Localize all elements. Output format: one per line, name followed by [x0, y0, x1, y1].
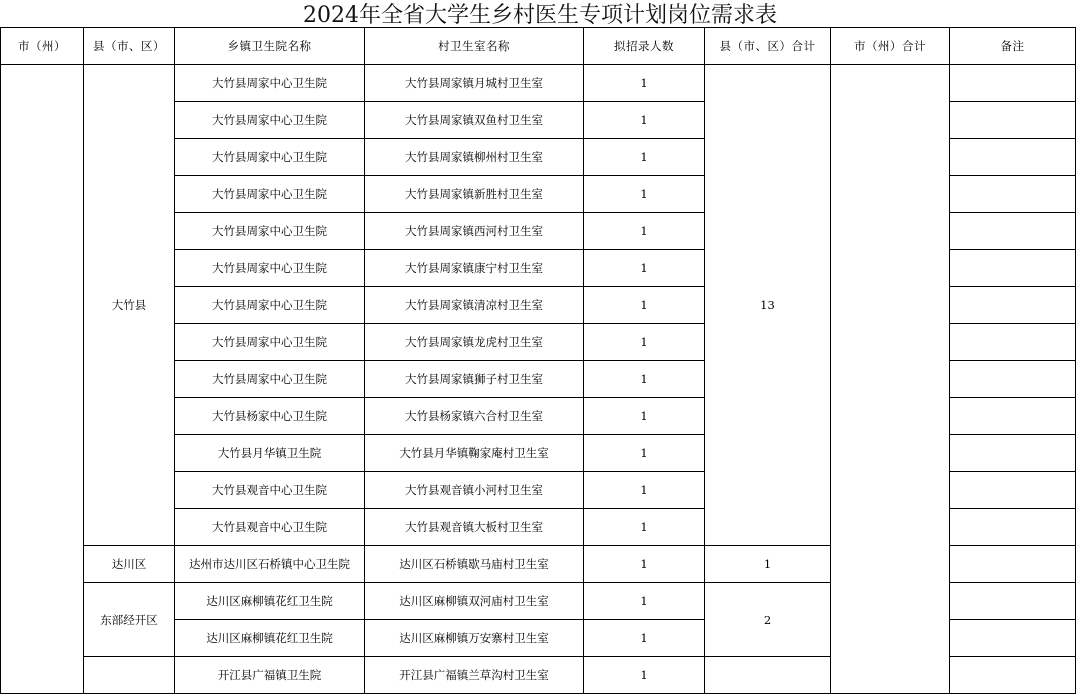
- village-cell: 大竹县周家镇狮子村卫生室: [365, 361, 584, 398]
- header-county-total: 县（市、区）合计: [705, 28, 831, 65]
- count-cell: 1: [584, 139, 705, 176]
- count-cell: 1: [584, 65, 705, 102]
- township-cell: 大竹县周家中心卫生院: [175, 65, 365, 102]
- note-cell: [950, 65, 1076, 102]
- county-cell: 达川区: [84, 546, 175, 583]
- township-cell: 大竹县月华镇卫生院: [175, 435, 365, 472]
- note-cell: [950, 287, 1076, 324]
- county-cell: 大竹县: [84, 65, 175, 546]
- county-cell: [84, 657, 175, 694]
- township-cell: 大竹县周家中心卫生院: [175, 139, 365, 176]
- note-cell: [950, 657, 1076, 694]
- village-cell: 大竹县周家镇双鱼村卫生室: [365, 102, 584, 139]
- village-cell: 大竹县周家镇柳州村卫生室: [365, 139, 584, 176]
- note-cell: [950, 472, 1076, 509]
- township-cell: 达川区麻柳镇花红卫生院: [175, 583, 365, 620]
- count-cell: 1: [584, 213, 705, 250]
- page-title: 2024年全省大学生乡村医生专项计划岗位需求表: [303, 3, 777, 28]
- count-cell: 1: [584, 509, 705, 546]
- village-cell: 大竹县观音镇大板村卫生室: [365, 509, 584, 546]
- count-cell: 1: [584, 398, 705, 435]
- city-total-cell: [831, 65, 950, 694]
- village-cell: 大竹县周家镇西河村卫生室: [365, 213, 584, 250]
- table-row: [1, 65, 1076, 102]
- count-cell: 1: [584, 435, 705, 472]
- note-cell: [950, 324, 1076, 361]
- header-city: 市（州）: [1, 28, 84, 65]
- village-cell: 大竹县周家镇新胜村卫生室: [365, 176, 584, 213]
- village-cell: 大竹县周家镇康宁村卫生室: [365, 250, 584, 287]
- village-cell: 达川区麻柳镇双河庙村卫生室: [365, 583, 584, 620]
- county-cell: 东部经开区: [84, 583, 175, 657]
- header-county: 县（市、区）: [84, 28, 175, 65]
- count-cell: 1: [584, 176, 705, 213]
- table-body: [1, 65, 1076, 694]
- note-cell: [950, 213, 1076, 250]
- county-total-cell: 2: [705, 583, 831, 657]
- village-cell: 开江县广福镇兰草沟村卫生室: [365, 657, 584, 694]
- count-cell: 1: [584, 250, 705, 287]
- township-cell: 大竹县周家中心卫生院: [175, 102, 365, 139]
- header-city-total: 市（州）合计: [831, 28, 950, 65]
- header-note: 备注: [950, 28, 1076, 65]
- township-cell: 大竹县周家中心卫生院: [175, 324, 365, 361]
- village-cell: 大竹县周家镇清凉村卫生室: [365, 287, 584, 324]
- county-total-cell: [705, 657, 831, 694]
- note-cell: [950, 139, 1076, 176]
- count-cell: 1: [584, 102, 705, 139]
- township-cell: 大竹县周家中心卫生院: [175, 176, 365, 213]
- count-cell: 1: [584, 583, 705, 620]
- note-cell: [950, 620, 1076, 657]
- note-cell: [950, 435, 1076, 472]
- requirement-table: [0, 27, 1076, 694]
- header-township: 乡镇卫生院名称: [175, 28, 365, 65]
- header-row: [1, 28, 1076, 65]
- note-cell: [950, 398, 1076, 435]
- township-cell: 大竹县观音中心卫生院: [175, 472, 365, 509]
- note-cell: [950, 361, 1076, 398]
- township-cell: 达州市达川区石桥镇中心卫生院: [175, 546, 365, 583]
- note-cell: [950, 509, 1076, 546]
- township-cell: 大竹县周家中心卫生院: [175, 361, 365, 398]
- note-cell: [950, 176, 1076, 213]
- village-cell: 大竹县杨家镇六合村卫生室: [365, 398, 584, 435]
- note-cell: [950, 102, 1076, 139]
- count-cell: 1: [584, 620, 705, 657]
- township-cell: 达川区麻柳镇花红卫生院: [175, 620, 365, 657]
- county-total-cell: 13: [705, 65, 831, 546]
- count-cell: 1: [584, 287, 705, 324]
- township-cell: 大竹县周家中心卫生院: [175, 213, 365, 250]
- township-cell: 大竹县杨家中心卫生院: [175, 398, 365, 435]
- count-cell: 1: [584, 472, 705, 509]
- township-cell: 大竹县周家中心卫生院: [175, 287, 365, 324]
- header-village: 村卫生室名称: [365, 28, 584, 65]
- note-cell: [950, 546, 1076, 583]
- count-cell: 1: [584, 361, 705, 398]
- village-cell: 大竹县周家镇龙虎村卫生室: [365, 324, 584, 361]
- village-cell: 达川区麻柳镇万安寨村卫生室: [365, 620, 584, 657]
- township-cell: 开江县广福镇卫生院: [175, 657, 365, 694]
- township-cell: 大竹县周家中心卫生院: [175, 250, 365, 287]
- village-cell: 大竹县月华镇鞠家庵村卫生室: [365, 435, 584, 472]
- header-count: 拟招录人数: [584, 28, 705, 65]
- county-total-cell: 1: [705, 546, 831, 583]
- village-cell: 大竹县周家镇月城村卫生室: [365, 65, 584, 102]
- note-cell: [950, 250, 1076, 287]
- note-cell: [950, 583, 1076, 620]
- count-cell: 1: [584, 546, 705, 583]
- city-cell: [1, 65, 84, 694]
- village-cell: 达川区石桥镇歇马庙村卫生室: [365, 546, 584, 583]
- count-cell: 1: [584, 324, 705, 361]
- township-cell: 大竹县观音中心卫生院: [175, 509, 365, 546]
- village-cell: 大竹县观音镇小河村卫生室: [365, 472, 584, 509]
- count-cell: 1: [584, 657, 705, 694]
